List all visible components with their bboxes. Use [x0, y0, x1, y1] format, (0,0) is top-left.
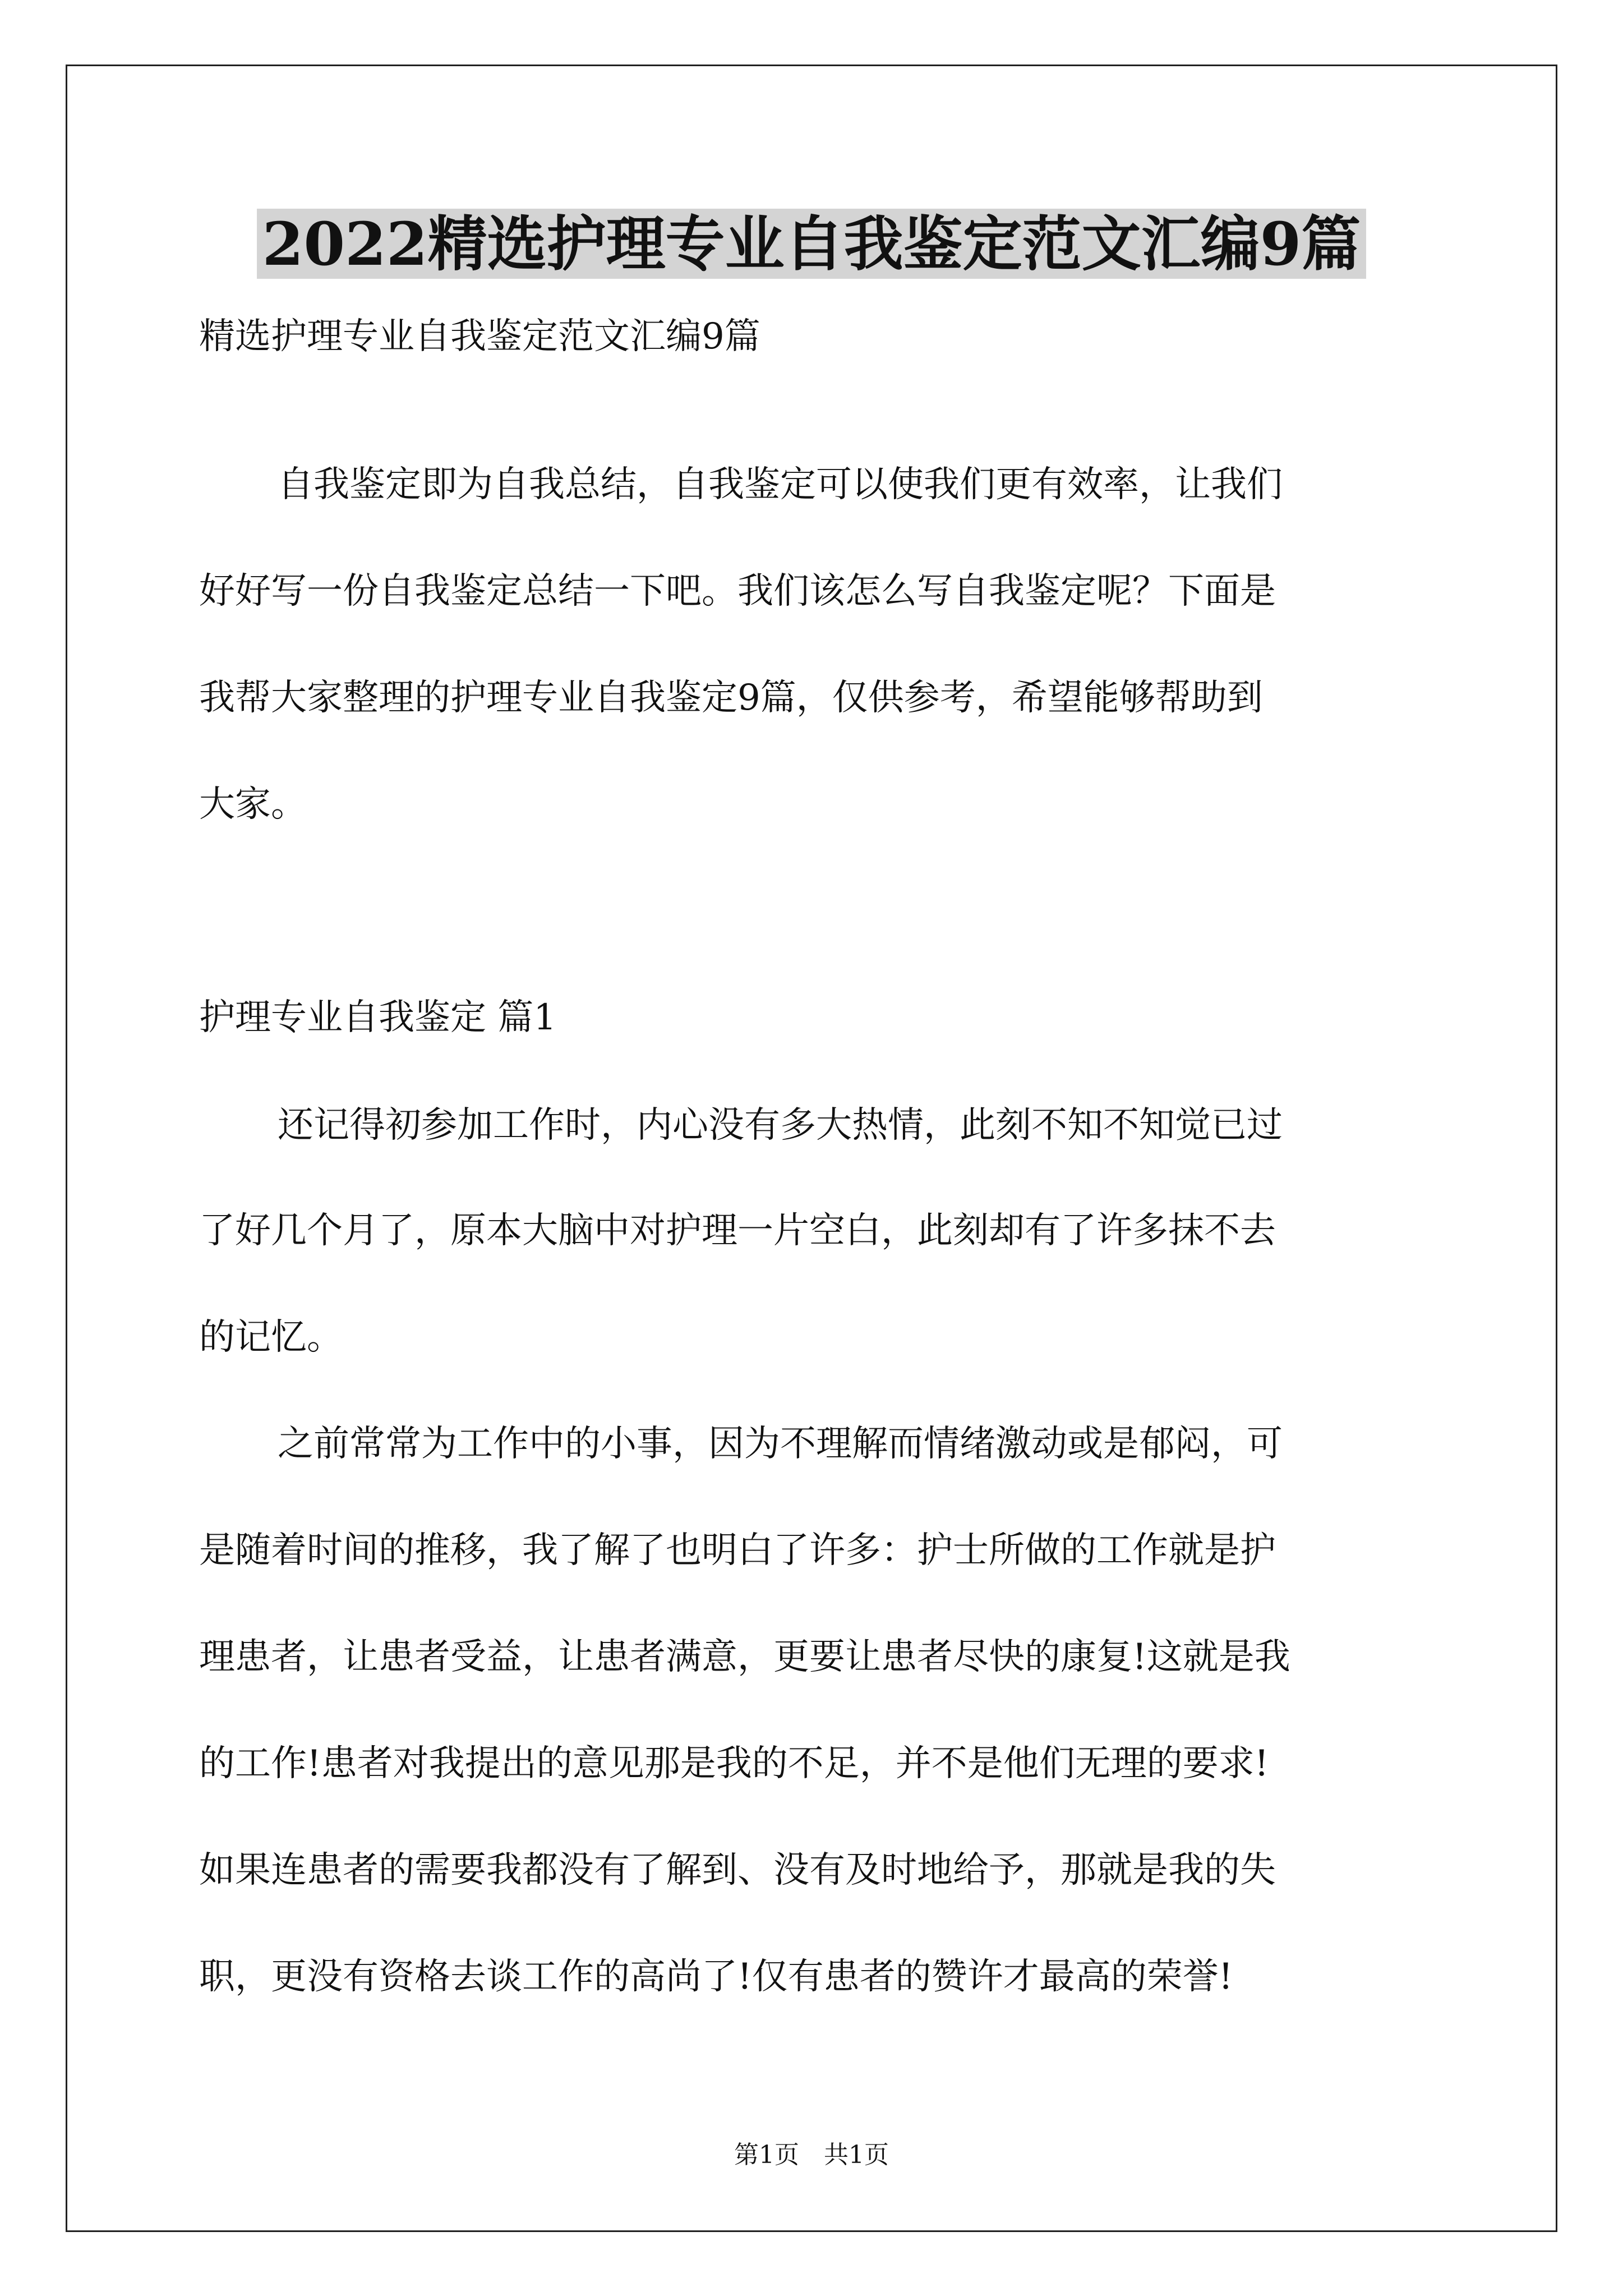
paragraph-line: 职，更没有资格去谈工作的高尚了!仅有患者的赞许才最高的荣誉!: [199, 1956, 1233, 1998]
paragraph-line: 的工作!患者对我提出的意见那是我的不足，并不是他们无理的要求!: [199, 1743, 1269, 1784]
intro-line: 大家。: [199, 784, 307, 825]
paragraph-line: 之前常常为工作中的小事，因为不理解而情绪激动或是郁闷，可: [278, 1423, 1283, 1465]
intro-line: 我帮大家整理的护理专业自我鉴定9篇，仅供参考，希望能够帮助到: [199, 677, 1263, 719]
paragraph-line: 如果连患者的需要我都没有了解到、没有及时地给予，那就是我的失: [199, 1849, 1276, 1891]
intro-line: 自我鉴定即为自我总结，自我鉴定可以使我们更有效率，让我们: [278, 464, 1283, 505]
document-title: [0, 205, 1623, 283]
paragraph-line: 还记得初参加工作时，内心没有多大热情，此刻不知不知觉已过: [278, 1105, 1283, 1146]
paragraph-line: 了好几个月了，原本大脑中对护理一片空白，此刻却有了许多抹不去: [199, 1210, 1276, 1251]
paragraph-line: 理患者，让患者受益，让患者满意，更要让患者尽快的康复!这就是我: [199, 1636, 1290, 1678]
paragraph-line: 是随着时间的推移，我了解了也明白了许多：护士所做的工作就是护: [199, 1530, 1276, 1571]
page-border: [66, 65, 1557, 2232]
page-footer: 第1页 共1页: [734, 2141, 889, 2169]
section-heading: 护理专业自我鉴定 篇1: [199, 997, 557, 1038]
paragraph-line: 的记忆。: [199, 1317, 343, 1358]
document-title-text: 2022精选护理专业自我鉴定范文汇编9篇: [257, 209, 1367, 279]
intro-line: 好好写一份自我鉴定总结一下吧。我们该怎么写自我鉴定呢？下面是: [199, 570, 1276, 612]
document-subtitle: 精选护理专业自我鉴定范文汇编9篇: [199, 316, 760, 357]
